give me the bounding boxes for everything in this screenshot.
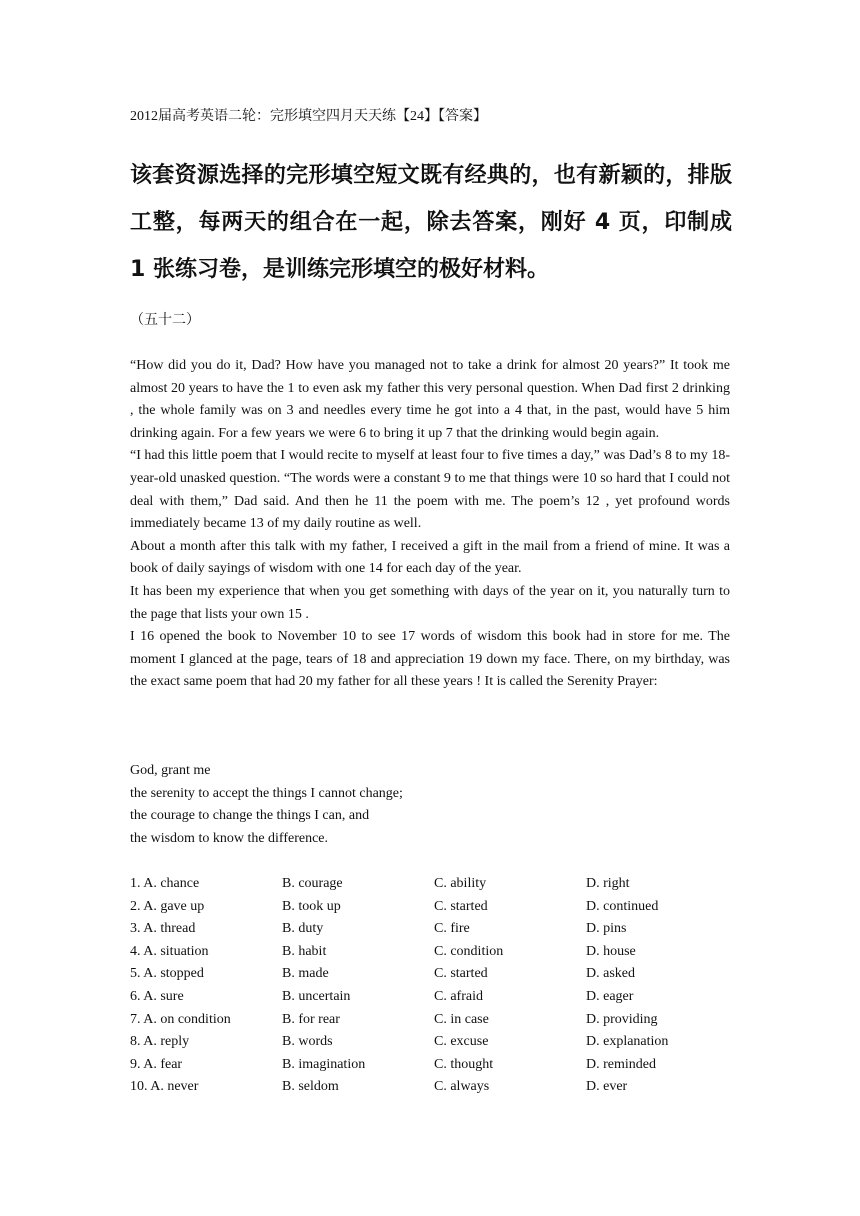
poem-line: the serenity to accept the things I cannot change; [130, 785, 403, 801]
answer-options [130, 873, 736, 1099]
option-d: D. pins [586, 921, 627, 937]
poem-line: God, grant me [130, 763, 211, 778]
option-d: D. reminded [586, 1056, 656, 1072]
option-row [130, 873, 736, 896]
option-c: C. started [434, 898, 488, 914]
option-row [130, 1009, 736, 1032]
option-c: C. fire [434, 921, 470, 937]
option-b: B. courage [282, 876, 343, 891]
option-a: 7. A. on condition [130, 1011, 231, 1027]
option-row [130, 918, 736, 941]
option-row [130, 896, 736, 919]
passage-paragraph-3: About a month after this talk with my father, I received a gift in the mail from a friend of mine. It was a book of daily sayings of wisdom with one 14 for each day of the year. [130, 538, 730, 577]
option-a: 2. A. gave up [130, 898, 205, 914]
option-c: C. condition [434, 943, 504, 959]
option-d: D. asked [586, 966, 635, 982]
option-a: 10. A. never [130, 1079, 199, 1095]
option-a: 5. A. stopped [130, 966, 204, 982]
option-a: 1. A. chance [130, 876, 200, 891]
option-c: C. started [434, 966, 488, 982]
option-c: C. always [434, 1079, 490, 1095]
option-row [130, 1031, 736, 1054]
section-number: （五十二） [130, 313, 200, 328]
option-row [130, 941, 736, 964]
option-d: D. explanation [586, 1034, 669, 1050]
serenity-prayer [130, 760, 403, 850]
option-c: C. excuse [434, 1034, 489, 1050]
passage-paragraph-2: “I had this little poem that I would recite to myself at least four to five times a day,” was Dad’s 8 to my 18-year-old unasked question. “The words were a constant 9 to me that things were 10 so hard that I could not deal with them,” Dad said. And then he 11 the poem with me. The poem’s 12 , yet profound words immediately became 13 of my daily routine as well. [130, 448, 730, 532]
option-b: B. made [282, 966, 329, 982]
option-b: B. words [282, 1034, 333, 1050]
passage-paragraph-1: “How did you do it, Dad? How have you managed not to take a drink for almost 20 years?” It took me almost 20 years to have the 1 to even ask my father this very personal question. When Dad first 2 drinking , the whole family was on 3 and needles every time he got into a 4 that, in the past, would have 5 him drinking again. For a few years we were 6 to bring it up 7 that the drinking would begin again. [130, 358, 730, 441]
intro-paragraph: 该套资源选择的完形填空短文既有经典的，也有新颖的，排版工整，每两天的组合在一起，除去答案，刚好 4 页，印制成 1 张练习卷，是训练完形填空的极好材料。 [130, 163, 732, 282]
option-row [130, 963, 736, 986]
option-b: B. for rear [282, 1011, 340, 1027]
passage-paragraph-5: I 16 opened the book to November 10 to see 17 words of wisdom this book had in store for me. The moment I glanced at the page, tears of 18 and appreciation 19 down my face. There, on my birthday, was the exact same poem that had 20 my father for all these years ! It is called the Serenity Prayer: [130, 629, 730, 690]
option-c: C. afraid [434, 988, 483, 1004]
option-a: 4. A. situation [130, 943, 209, 959]
option-c: C. ability [434, 876, 487, 891]
option-d: D. right [586, 876, 630, 891]
option-a: 9. A. fear [130, 1056, 183, 1072]
option-a: 8. A. reply [130, 1034, 190, 1050]
option-b: B. duty [282, 921, 324, 937]
option-row [130, 986, 736, 1009]
option-d: D. continued [586, 898, 659, 914]
option-row [130, 1054, 736, 1077]
cloze-passage [130, 355, 730, 694]
option-a: 3. A. thread [130, 921, 196, 937]
option-d: D. house [586, 943, 636, 959]
option-d: D. providing [586, 1011, 658, 1027]
option-d: D. ever [586, 1079, 628, 1095]
option-c: C. in case [434, 1011, 489, 1027]
passage-paragraph-4: It has been my experience that when you get something with days of the year on it, you naturally turn to the page that lists your own 15 . [130, 583, 730, 622]
option-b: B. took up [282, 898, 341, 914]
option-b: B. seldom [282, 1079, 339, 1095]
option-b: B. uncertain [282, 988, 351, 1004]
document-title: 2012届高考英语二轮：完形填空四月天天练【24】【答案】 [130, 109, 487, 124]
option-d: D. eager [586, 988, 634, 1004]
option-a: 6. A. sure [130, 988, 184, 1004]
option-row [130, 1076, 736, 1099]
option-c: C. thought [434, 1056, 494, 1072]
option-b: B. imagination [282, 1056, 366, 1072]
poem-line: the wisdom to know the difference. [130, 830, 329, 846]
poem-line: the courage to change the things I can, and [130, 808, 370, 824]
option-b: B. habit [282, 943, 327, 959]
